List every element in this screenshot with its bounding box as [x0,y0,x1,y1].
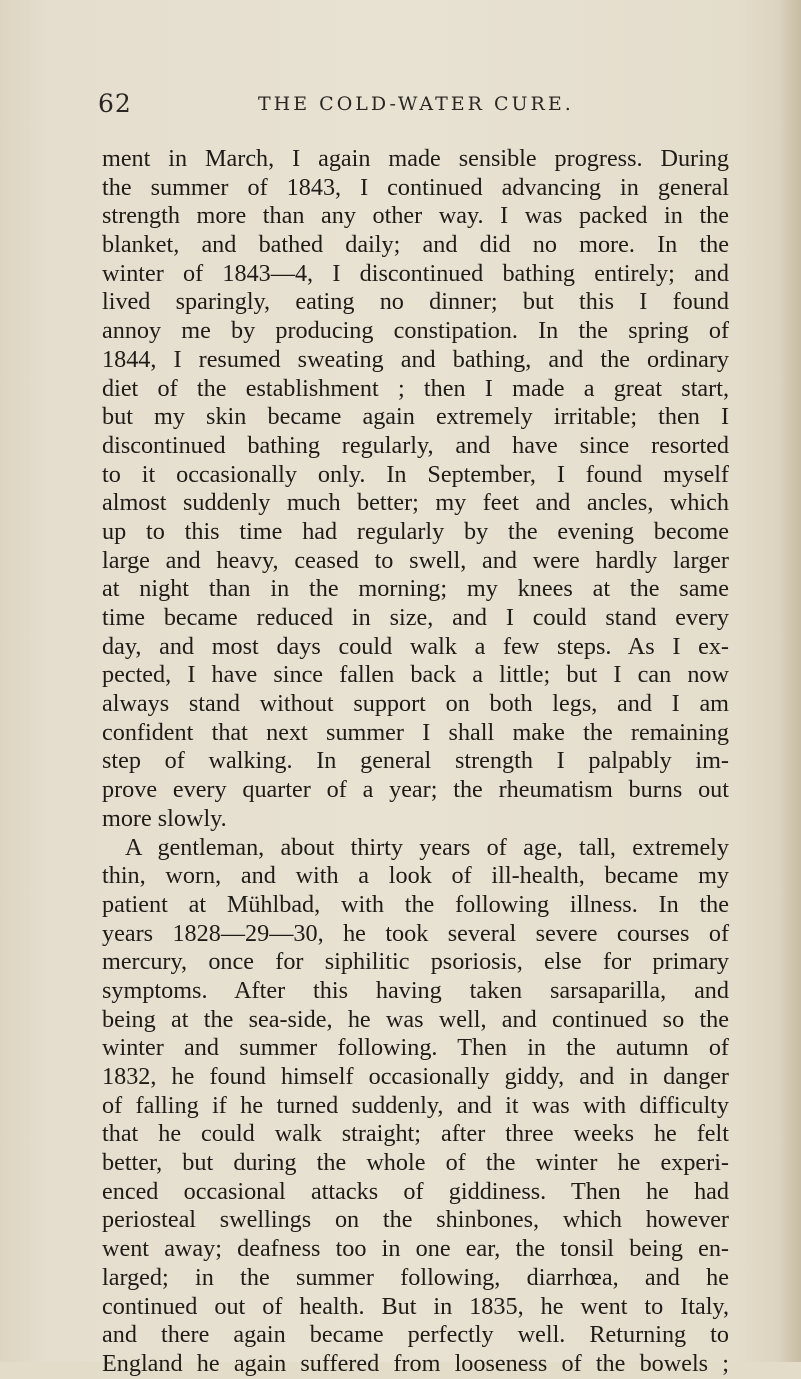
text-line: better, but during the whole of the winter he experi- [102,1149,729,1177]
text-line: lived sparingly, eating no dinner; but this I found [102,288,729,316]
text-line: winter and summer following. Then in the autumn of [102,1034,729,1062]
running-title: THE COLD-WATER CURE. [258,93,574,115]
text-line: patient at Mühlbad, with the following illness. In the [102,890,729,918]
page-edge-shadow [779,0,801,1362]
text-line: that he could walk straight; after three weeks he felt [102,1120,729,1148]
text-line: symptoms. After this having taken sarsaparilla, and [102,976,729,1004]
text-line: England he again suffered from looseness of the bowels ; [102,1349,729,1377]
text-line: periosteal swellings on the shinbones, which however [102,1206,729,1234]
text-line: pected, I have since fallen back a little; but I can now [102,661,729,689]
text-line: went away; deafness too in one ear, the tonsil being en- [102,1235,729,1263]
paragraph-end-line: more slowly. [102,804,227,832]
text-line: time became reduced in size, and I could stand every [102,604,729,631]
text-line: up to this time had regularly by the evening become [102,517,729,545]
text-line: annoy me by producing constipation. In the spring of [102,317,729,345]
body-text [102,145,729,1379]
text-line: diet of the establishment ; then I made a great start, [102,374,729,402]
text-line: winter of 1843—4, I discontinued bathing entirely; and [102,259,729,287]
text-line: but my skin became again extremely irritable; then I [102,403,729,431]
running-head [0,89,801,129]
text-line: continued out of health. But in 1835, he went to Italy, [102,1292,729,1320]
text-line: discontinued bathing regularly, and have since resorted [102,431,729,459]
text-line: prove every quarter of a year; the rheumatism burns out [102,776,729,804]
text-line: almost suddenly much better; my feet and ancles, which [102,489,729,517]
text-line: years 1828—29—30, he took several severe courses of [102,919,729,947]
text-line: mercury, once for siphilitic psoriosis, else for primary [102,948,729,976]
text-line: and there again became perfectly well. Returning to [102,1321,729,1349]
text-line: blanket, and bathed daily; and did no more. In the [102,231,729,259]
text-line: being at the sea-side, he was well, and continued so the [102,1005,729,1033]
text-line: strength more than any other way. I was packed in the [102,202,729,230]
text-line: confident that next summer I shall make the remaining [102,718,729,746]
text-line: ment in March, I again made sensible progress. During [102,145,729,172]
text-line: of falling if he turned suddenly, and it was with difficulty [102,1091,729,1119]
text-line: day, and most days could walk a few steps. As I ex- [102,632,729,660]
text-line: larged; in the summer following, diarrhœa, and he [102,1263,729,1291]
text-line: 1844, I resumed sweating and bathing, and the ordinary [102,345,729,373]
text-line: the summer of 1843, I continued advancing in general [102,173,729,201]
text-line: large and heavy, ceased to swell, and were hardly larger [102,546,729,574]
text-line: to it occasionally only. In September, I found myself [102,460,729,488]
text-line: thin, worn, and with a look of ill-health, became my [102,862,729,890]
text-line: 1832, he found himself occasionally giddy, and in danger [102,1063,729,1090]
text-line: step of walking. In general strength I palpably im- [102,747,729,775]
page-number: 62 [98,89,132,118]
text-line: always stand without support on both legs, and I am [102,690,729,718]
text-line: enced occasional attacks of giddiness. Then he had [102,1177,729,1205]
text-line: at night than in the morning; my knees at the same [102,575,729,603]
paragraph-start-line: A gentleman, about thirty years of age, tall, extremely [125,833,729,861]
